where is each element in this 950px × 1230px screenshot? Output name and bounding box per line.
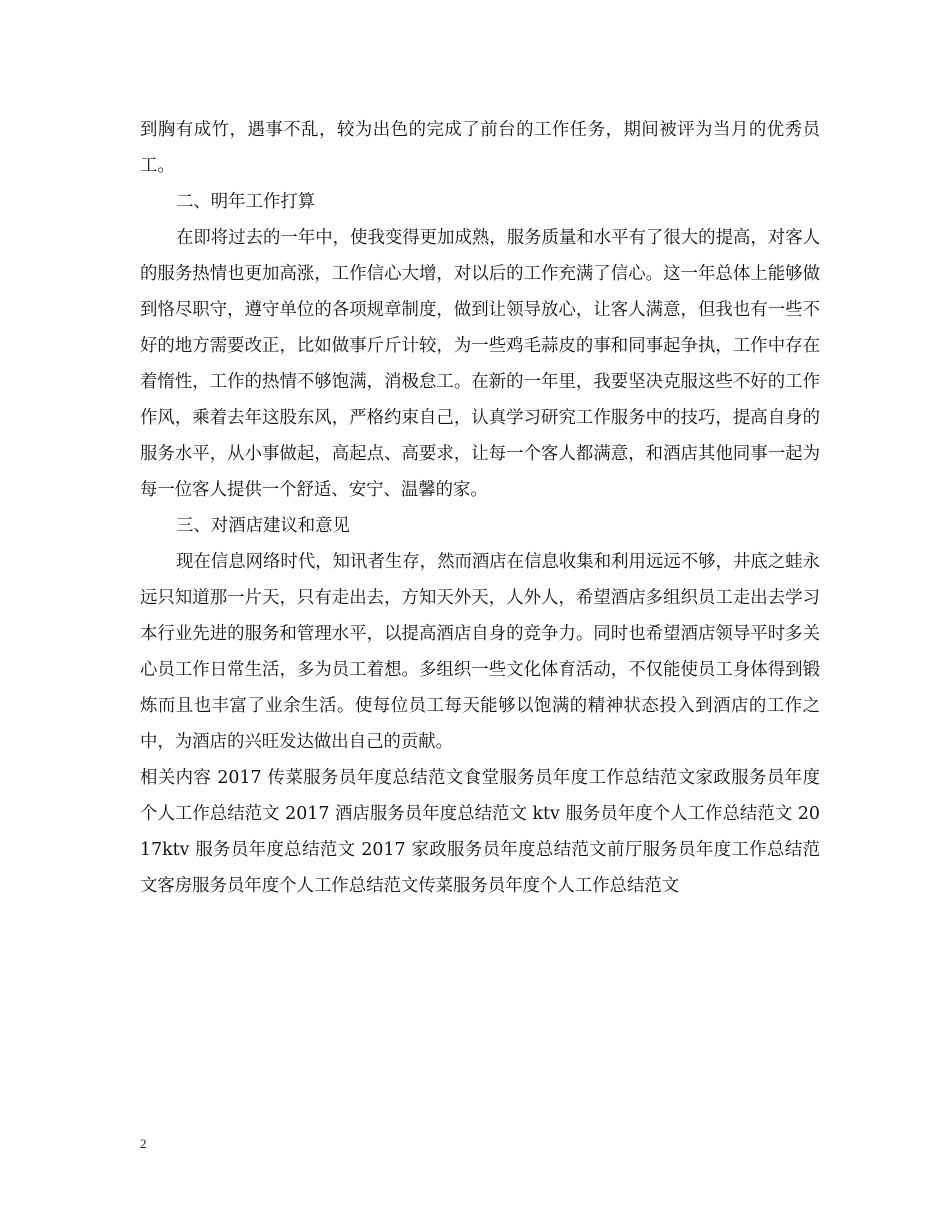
paragraph-next-year-plan: 在即将过去的一年中，使我变得更加成熟，服务质量和水平有了很大的提高，对客人的服务热情也更加高涨，工作信心大增，对以后的工作充满了信心。这一年总体上能够做到恪尽职守，遵守单位的各项规章制度，做到让领导放心，让客人满意，但我也有一些不好的地方需要改正，比如做事斤斤计较，为一些鸡毛蒜皮的事和同事起争执，工作中存在着惰性，工作的热情不够饱满，消极怠工。在新的一年里，我要坚决克服这些不好的工作作风，乘着去年这股东风，严格约束自己，认真学习研究工作服务中的技巧，提高自身的服务水平，从小事做起，高起点、高要求，让每一个客人都满意，和酒店其他同事一起为每一位客人提供一个舒适、安宁、温馨的家。 <box>140 228 820 500</box>
section-heading-next-year-plan: 二、明年工作打算 <box>176 192 316 212</box>
section-heading-suggestions: 三、对酒店建议和意见 <box>176 516 350 536</box>
page-content <box>140 112 820 904</box>
related-content: 相关内容 2017 传菜服务员年度总结范文食堂服务员年度工作总结范文家政服务员年度个人工作总结范文 2017 酒店服务员年度总结范文 ktv 服务员年度个人工作总结范文 2017ktv 服务员年度总结范文 2017 家政服务员年度总结范文前厅服务员年度工作总结范文客房服务员年度个人工作总结范文传菜服务员年度个人工作总结范文 <box>140 768 820 896</box>
page-number: 2 <box>140 1136 147 1151</box>
paragraph-continuation: 到胸有成竹，遇事不乱，较为出色的完成了前台的工作任务，期间被评为当月的优秀员工。 <box>140 120 820 176</box>
paragraph-suggestions: 现在信息网络时代，知讯者生存，然而酒店在信息收集和利用远远不够，井底之蛙永远只知道那一片天，只有走出去，方知天外天，人外人，希望酒店多组织员工走出去学习本行业先进的服务和管理水平，以提高酒店自身的竞争力。同时也希望酒店领导平时多关心员工作日常生活，多为员工着想。多组织一些文化体育活动，不仅能使员工身体得到锻炼而且也丰富了业余生活。使每位员工每天能够以饱满的精神状态投入到酒店的工作之中，为酒店的兴旺发达做出自己的贡献。 <box>140 552 820 752</box>
